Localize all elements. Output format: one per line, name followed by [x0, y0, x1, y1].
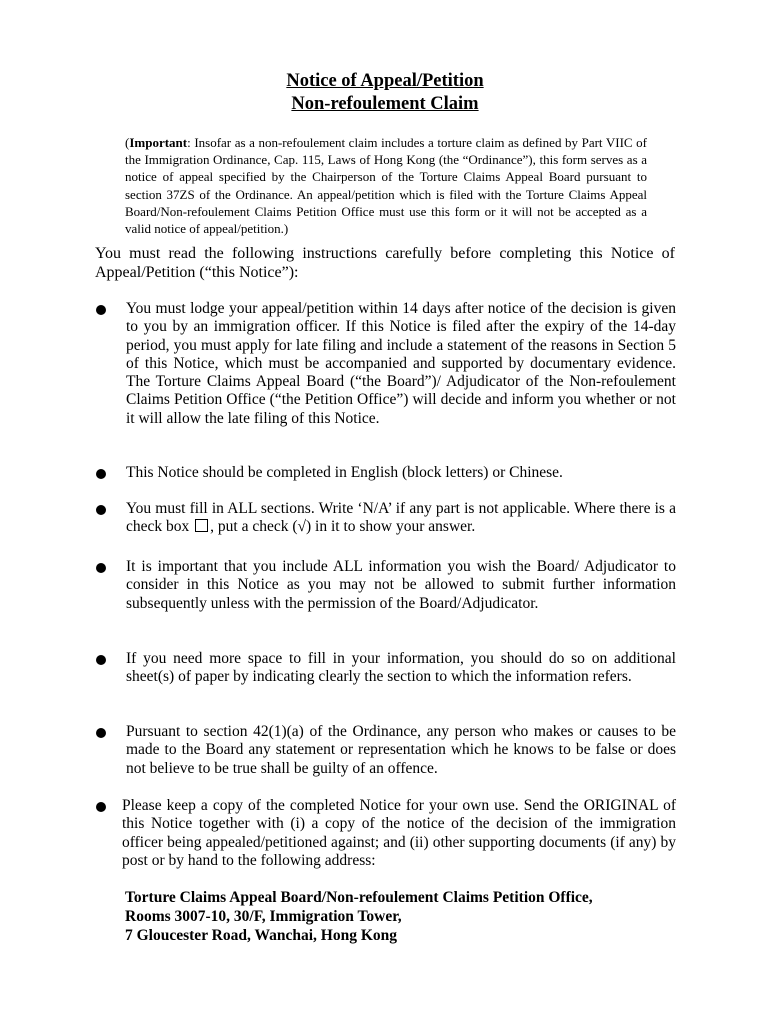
address-line: Rooms 3007-10, 30/F, Immigration Tower,: [125, 908, 402, 925]
instruction-text: Please keep a copy of the completed Notice for your own use. Send the ORIGINAL of this Notice together with (i) a copy of the notice of the decision of the immigration officer being appealed/petitioned against; and (ii) other supporting documents (if any) by post or by hand to the following address:: [122, 797, 676, 869]
bullet-icon: [96, 655, 106, 665]
page-title: Notice of Appeal/Petition: [286, 71, 484, 91]
mailing-address: [125, 888, 685, 945]
instructions-intro: You must read the following instructions carefully before completing this Notice of Appeal/Petition (“this Notice”):: [95, 245, 675, 281]
instruction-text: You must lodge your appeal/petition within 14 days after notice of the decision is given to you by an immigration officer. If this Notice is filed after the expiry of the 14-day period, you must apply for late filing and include a statement of the reasons in Section 5 of this Notice, which must be accompanied and supported by documentary evidence. The Torture Claims Appeal Board (“the Board”)/ Adjudicator of the Non-refoulement Claims Petition Office (“the Petition Office”) will decide and inform you whether or not it will allow the late filing of this Notice.: [126, 300, 676, 427]
instruction-text: This Notice should be completed in English (block letters) or Chinese.: [126, 464, 563, 481]
bullet-icon: [96, 469, 106, 479]
instruction-text: If you need more space to fill in your information, you should do so on additional sheet(s) of paper by indicating clearly the section to which the information refers.: [126, 650, 676, 686]
instruction-text-part1: You must fill in ALL sections. Write ‘N/A’ if any part is not applicable. Where there is a check box: [126, 500, 676, 536]
important-note: [125, 134, 647, 237]
instruction-text: Pursuant to section 42(1)(a) of the Ordinance, any person who makes or causes to be made to the Board any statement or representation which he knows to be false or does not believe to be true shall be guilty of an offence.: [126, 723, 676, 777]
instruction-text-part2: , put a check (√) in it to show your answer.: [210, 518, 476, 536]
bullet-icon: [96, 305, 106, 315]
bullet-icon: [96, 505, 106, 515]
address-line: Torture Claims Appeal Board/Non-refoulement Claims Petition Office,: [125, 889, 593, 906]
page-subtitle: Non-refoulement Claim: [291, 94, 479, 114]
address-line: 7 Gloucester Road, Wanchai, Hong Kong: [125, 927, 397, 944]
instruction-text: It is important that you include ALL information you wish the Board/ Adjudicator to consider in this Notice as you may not be allowed to submit further information subsequently unless with the permission of the Board/Adjudicator.: [126, 558, 676, 612]
bullet-icon: [96, 802, 106, 812]
bullet-icon: [96, 728, 106, 738]
instruction-text: [126, 500, 676, 537]
important-text: : Insofar as a non-refoulement claim includes a torture claim as defined by Part VIIC of the Immigration Ordinance, Cap. 115, Laws of Hong Kong (the “Ordinance”), this form serves as a notice of appeal specified by the Chairperson of the Torture Claims Appeal Board pursuant to section 37ZS of the Ordinance. An appeal/petition which is filed with the Torture Claims Appeal Board/Non-refoulement Claims Petition Office must use this form or it will not be accepted as a valid notice of appeal/petition.): [125, 135, 647, 237]
bullet-icon: [96, 563, 106, 573]
important-label: Important: [129, 135, 188, 150]
checkbox-icon: [195, 519, 208, 532]
important-open: (: [125, 135, 130, 150]
